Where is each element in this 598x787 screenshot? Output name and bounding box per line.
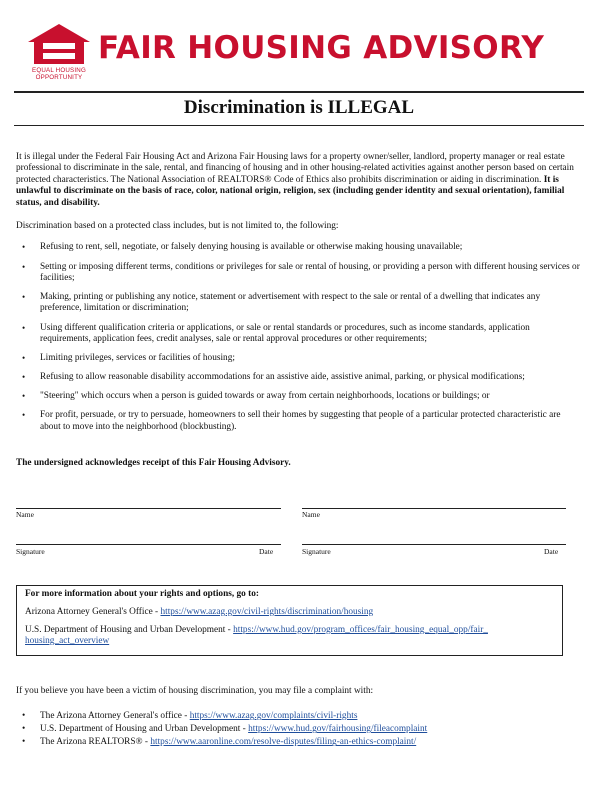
more-info-box	[16, 585, 563, 656]
house-icon	[26, 22, 92, 66]
document-title: Discrimination is ILLEGAL	[183, 97, 415, 118]
title-top-rule	[14, 91, 584, 93]
name-line-right[interactable]	[302, 508, 566, 509]
list-item: • Using different qualification criteria or applications, or sale or rental standards or procedures, such as income standards, application requirements, application fees, credit analyses, sale or rental approval procedures or other requirements;	[22, 322, 530, 344]
azag-housing-link[interactable]: https://www.azag.gov/civil-rights/discrimination/housing	[160, 607, 374, 617]
list-item: • U.S. Department of Housing and Urban Development - https://www.hud.gov/fairhousing/fileacomplaint	[22, 724, 428, 735]
info-line-ag: Arizona Attorney General's Office - https://www.azag.gov/civil-rights/discrimination/housing	[25, 607, 374, 617]
advisory-header	[26, 22, 586, 84]
list-intro: Discrimination based on a protected class includes, but is not limited to, the following:	[16, 221, 339, 232]
date-label-right: Date	[544, 547, 559, 556]
name-label-right: Name	[302, 510, 320, 519]
equal-housing-logo	[26, 22, 92, 84]
logo-text-line1: EQUAL HOUSING	[32, 67, 86, 74]
aaronline-complaint-link[interactable]: https://www.aaronline.com/resolve-disputes/filing-an-ethics-complaint/	[150, 737, 417, 748]
title-bottom-rule	[14, 125, 584, 126]
intro-paragraph	[16, 152, 582, 209]
name-line-left[interactable]	[16, 508, 281, 509]
list-item: • The Arizona Attorney General's office - https://www.azag.gov/complaints/civil-rights	[22, 711, 358, 721]
list-item: • Limiting privileges, services or facilities of housing;	[22, 353, 235, 364]
list-item: • "Steering" which occurs when a person is guided towards or away from certain neighborhoods, locations or buildings; or	[22, 391, 490, 402]
signature-label-left: Signature	[16, 547, 45, 556]
discrimination-list	[16, 242, 582, 433]
hud-fair-housing-link-part2[interactable]: housing_act_overview	[25, 636, 110, 646]
list-item: • Refusing to rent, sell, negotiate, or falsely denying housing is available or otherwise making housing unavailable;	[22, 242, 463, 253]
complaint-intro: If you believe you have been a victim of housing discrimination, you may file a complaint with:	[16, 686, 374, 696]
info-box-heading: For more information about your rights and options, go to:	[25, 589, 259, 599]
info-line-hud: U.S. Department of Housing and Urban Development - https://www.hud.gov/program_offices/fair_housing_equal_opp/fair_ housing_act_overview	[25, 625, 488, 646]
list-item: • Making, printing or publishing any notice, statement or advertisement with respect to the sale or rental of a dwelling that indicates any preference, limitation or discrimination;	[22, 292, 541, 314]
hud-fair-housing-link-part1[interactable]: https://www.hud.gov/program_offices/fair_housing_equal_opp/fair_	[233, 625, 488, 635]
list-item: • The Arizona REALTORS® - https://www.aaronline.com/resolve-disputes/filing-an-ethics-complaint/	[22, 737, 417, 748]
logo-text-line2: OPPORTUNITY	[35, 74, 83, 81]
signature-label-right: Signature	[302, 547, 331, 556]
intro-text: It is illegal under the Federal Fair Housing Act and Arizona Fair Housing laws for a property owner/seller, landlord, property manager or real estate professional to discriminate in the sale, rental, and financing of housing and in other housing-related activities against another person based on certain protected characteristics. The National Association of REALTORS® Code of Ethics also prohibits discrimination or aiding in discrimination.	[16, 152, 574, 185]
azag-complaint-link[interactable]: https://www.azag.gov/complaints/civil-rights	[189, 711, 358, 721]
date-label-left: Date	[259, 547, 274, 556]
list-item: • For profit, persuade, or try to persuade, homeowners to sell their homes by suggesting that people of a particular protected characteristic are about to move into the neighborhood (blockbusting).	[22, 410, 561, 432]
brand-title: FAIR HOUSING ADVISORY	[98, 30, 545, 66]
list-item: • Setting or imposing different terms, conditions or privileges for sale or rental of housing, or providing a person with different housing services or facilities;	[22, 261, 580, 283]
list-item: • Refusing to allow reasonable disability accommodations for an assistive aide, assistive animal, parking, or physical modifications;	[22, 372, 525, 383]
hud-complaint-link[interactable]: https://www.hud.gov/fairhousing/fileacomplaint	[248, 724, 428, 735]
acknowledgement-text: The undersigned acknowledges receipt of this Fair Housing Advisory.	[16, 458, 291, 468]
complaint-list	[16, 710, 427, 750]
name-label-left: Name	[16, 510, 34, 519]
signature-line-left[interactable]	[16, 544, 281, 545]
signature-line-right[interactable]	[302, 544, 566, 545]
advisory-body	[16, 152, 582, 441]
intro-bold-text: It is unlawful to discriminate on the basis of race, color, national origin, religion, sex (including gender identity and sexual orientation), familial status, and disability.	[16, 174, 565, 208]
